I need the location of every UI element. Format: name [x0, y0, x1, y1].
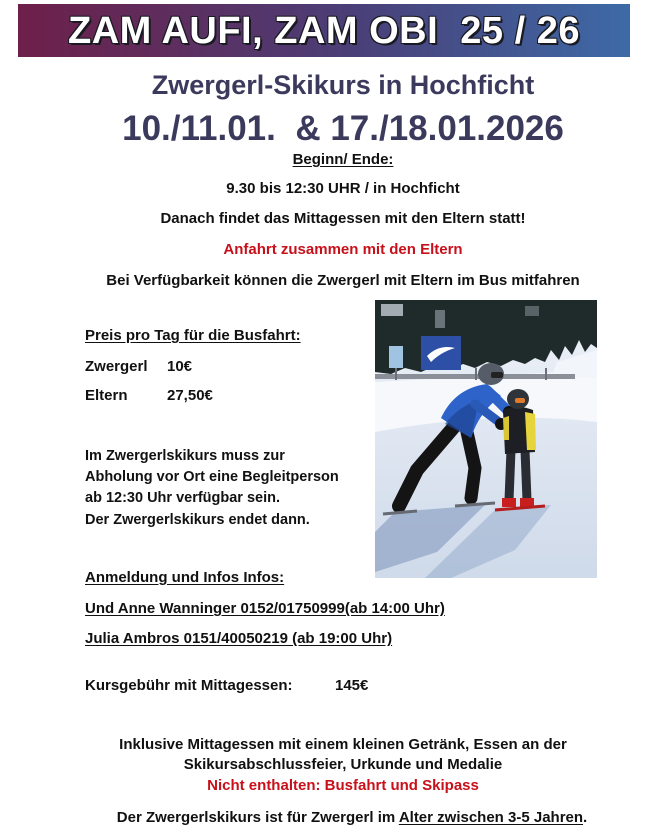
fee-amount: 145€ — [335, 677, 369, 694]
schedule-heading-row — [42, 151, 644, 169]
adult-leg — [467, 432, 475, 498]
course-dates: 10./11.01. & 17./18.01.2026 — [122, 109, 564, 148]
course-title: Zwergerl-Skikurs in Hochficht — [151, 70, 535, 100]
contact-line: Und Anne Wanninger 0152/01750999(ab 14:00 Uhr) — [85, 600, 445, 617]
inclusions-line: Skikursabschlussfeier, Urkunde und Medalie — [183, 756, 503, 773]
price-value: 10€ — [167, 358, 193, 375]
pickup-note-line: Im Zwergerlskikurs muss zur — [85, 448, 285, 464]
registration-heading: Anmeldung und Infos Infos: — [85, 569, 285, 586]
schedule-time: 9.30 bis 12:30 UHR / in Hochficht — [226, 180, 460, 197]
age-note-suffix: . — [583, 809, 588, 826]
sky-patch — [525, 306, 539, 316]
pickup-note-line: ab 12:30 Uhr verfügbar sein. — [85, 490, 281, 506]
bus-note: Bei Verfügbarkeit können die Zwergerl mit Eltern im Bus mitfahren — [106, 272, 580, 289]
fee-label: Kursgebühr mit Mittagessen: — [85, 677, 293, 694]
schedule-heading: Beginn/ Ende: — [292, 151, 394, 168]
inclusions-line: Inklusive Mittagessen mit einem kleinen Getränk, Essen an der — [119, 736, 567, 753]
child-jacket-stripe — [503, 416, 509, 440]
sky-patch — [435, 310, 445, 328]
fence-post — [545, 368, 547, 380]
pickup-note-line: Der Zwergerlskikurs endet dann. — [85, 512, 310, 528]
travel-note: Anfahrt zusammen mit den Eltern — [223, 241, 463, 258]
age-range: Alter zwischen 3-5 Jahren — [398, 809, 584, 826]
price-value: 27,50€ — [167, 387, 213, 404]
child-goggles — [515, 398, 525, 403]
age-note-prefix: Der Zwergerlskikurs ist für Zwergerl im — [116, 809, 399, 826]
child-leg — [525, 450, 527, 500]
price-label: Eltern — [85, 387, 128, 404]
top-banner — [18, 4, 630, 57]
price-label: Zwergerl — [85, 358, 148, 375]
contact-line: Julia Ambros 0151/40050219 (ab 19:00 Uhr) — [85, 630, 393, 647]
ski-lesson-photo — [375, 300, 597, 578]
light-sign — [389, 346, 403, 368]
exclusions-note: Nicht enthalten: Busfahrt und Skipass — [207, 777, 479, 794]
fence-post — [395, 368, 397, 380]
adult-goggles — [491, 372, 503, 378]
fence-post — [475, 368, 477, 380]
lunch-note: Danach findet das Mittagessen mit den Eltern statt! — [160, 210, 526, 227]
child-boot — [502, 498, 516, 507]
sky-patch — [381, 304, 403, 316]
age-note — [60, 809, 644, 827]
pickup-note-line: Abholung vor Ort eine Begleitperson — [85, 469, 339, 485]
child-leg — [509, 450, 511, 500]
banner-title: ZAM AUFI, ZAM OBI 25 / 26 — [68, 9, 580, 52]
bus-price-heading: Preis pro Tag für die Busfahrt: — [85, 327, 301, 344]
